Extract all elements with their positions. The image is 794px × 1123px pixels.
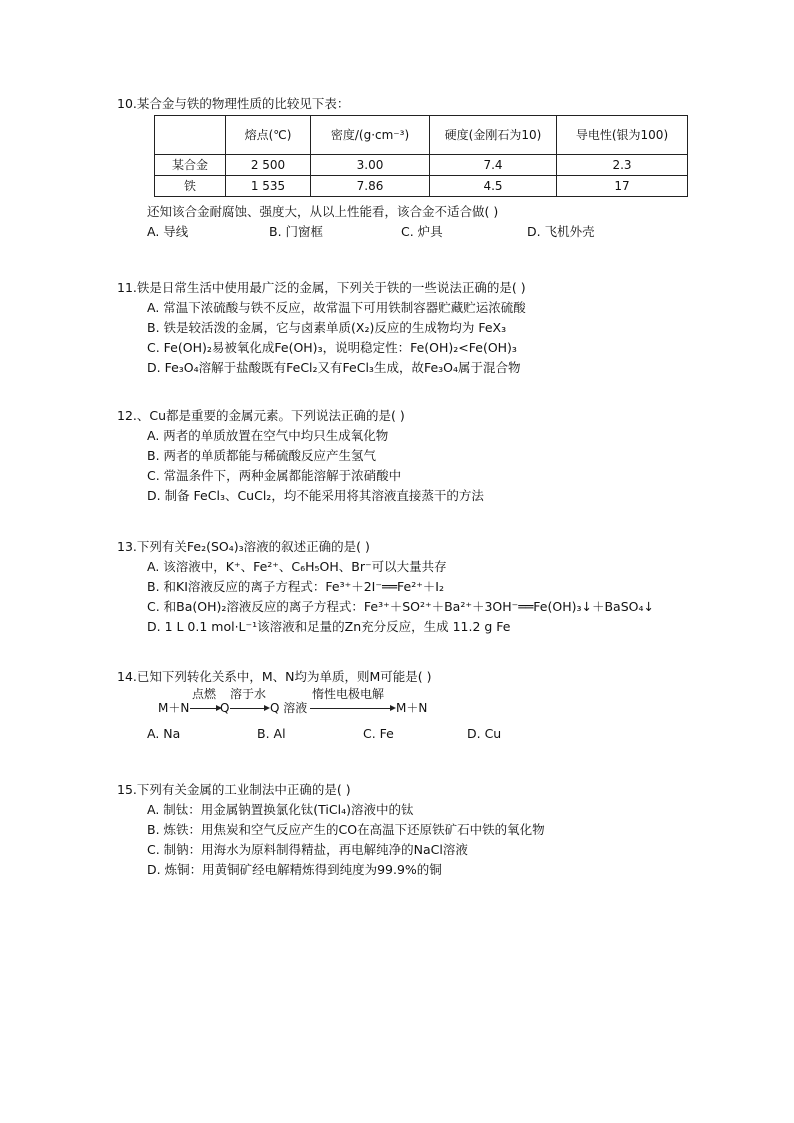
question-14-options-block [117,724,501,744]
table-header-cell [155,116,226,155]
table-cell: 7.4 [430,155,557,176]
arrow3-line [310,708,392,709]
properties-table [154,115,688,197]
option-d[interactable]: D. Fe₃O₄溶解于盐酸既有FeCl₂又有FeCl₃生成，故Fe₃O₄属于混合物 [147,360,521,375]
conversion-scheme [158,687,438,718]
table-header-row [155,116,688,155]
question-15 [117,780,545,880]
table-cell: 某合金 [155,155,226,176]
scheme-mid1: Q [220,701,230,715]
table-header-cell: 导电性(银为100) [557,116,688,155]
table-cell: 铁 [155,176,226,197]
scheme-mid2: Q 溶液 [270,701,308,715]
option-c[interactable]: C. 炉具 [401,224,443,239]
option-b[interactable]: B. 炼铁：用焦炭和空气反应产生的CO在高温下还原铁矿石中铁的氧化物 [147,822,545,837]
option-c[interactable]: C. Fe(OH)₂易被氧化成Fe(OH)₃，说明稳定性：Fe(OH)₂<Fe(OH)₃ [147,340,517,355]
table-header-cell: 硬度(金刚石为10) [430,116,557,155]
option-c[interactable]: C. 和Ba(OH)₂溶液反应的离子方程式：Fe³⁺＋SO²⁺＋Ba²⁺＋3OH⁻══Fe(OH)₃↓＋BaSO₄↓ [147,599,654,614]
question-11-stem: 11.铁是日常生活中使用最广泛的金属，下列关于铁的一些说法正确的是( ) [117,280,526,295]
table-cell: 2 500 [226,155,311,176]
question-10-options [117,222,595,242]
table-cell: 2.3 [557,155,688,176]
option-b[interactable]: B. 两者的单质都能与稀硫酸反应产生氢气 [147,448,377,463]
question-10-followup-block [117,202,595,242]
arrow2-line [230,708,266,709]
option-d[interactable]: D. 飞机外壳 [527,224,595,239]
question-15-stem: 15.下列有关金属的工业制法中正确的是( ) [117,782,351,797]
option-a[interactable]: A. 制钛：用金属钠置换氯化钛(TiCl₄)溶液中的钛 [147,802,414,817]
option-a[interactable]: A. 该溶液中，K⁺、Fe²⁺、C₆H₅OH、Br⁻可以大量共存 [147,559,447,574]
option-d[interactable]: D. 1 L 0.1 mol·L⁻¹该溶液和足量的Zn充分反应，生成 11.2 g Fe [147,619,511,634]
option-a[interactable]: A. Na [147,726,181,741]
scheme-start: M＋N [158,701,190,715]
option-b[interactable]: B. Al [257,726,286,741]
question-14-stem: 14.已知下列转化关系中，M、N均为单质，则M可能是( ) [117,669,432,684]
table-cell: 4.5 [430,176,557,197]
table-row [155,176,688,197]
question-12-stem: 12.、Cu都是重要的金属元素。下列说法正确的是( ) [117,408,405,423]
table-cell: 1 535 [226,176,311,197]
option-d[interactable]: D. Cu [467,726,502,741]
scheme-arrow1-label: 点燃 [192,687,217,701]
arrow1-line [190,708,218,709]
option-b[interactable]: B. 门窗框 [269,224,324,239]
question-13 [117,537,654,637]
question-13-stem: 13.下列有关Fe₂(SO₄)₃溶液的叙述正确的是( ) [117,539,370,554]
question-12 [117,406,484,506]
question-14 [117,667,432,687]
table-header-cell: 熔点(℃) [226,116,311,155]
scheme-arrow2-label: 溶于水 [230,687,267,701]
option-c[interactable]: C. Fe [363,726,394,741]
table-cell: 7.86 [311,176,430,197]
option-d[interactable]: D. 炼铜：用黄铜矿经电解精炼得到纯度为99.9%的铜 [147,862,442,877]
option-b[interactable]: B. 和KI溶液反应的离子方程式：Fe³⁺＋2I⁻══Fe²⁺＋I₂ [147,579,445,594]
table-row [155,155,688,176]
option-c[interactable]: C. 制钠：用海水为原料制得精盐，再电解纯净的NaCl溶液 [147,842,468,857]
option-b[interactable]: B. 铁是较活泼的金属，它与卤素单质(X₂)反应的生成物均为 FeX₃ [147,320,507,335]
question-10-followup: 还知该合金耐腐蚀、强度大，从以上性能看，该合金不适合做( ) [147,204,499,219]
question-14-options [117,724,501,744]
option-c[interactable]: C. 常温条件下，两种金属都能溶解于浓硝酸中 [147,468,402,483]
table-header-cell: 密度/(g·cm⁻³) [311,116,430,155]
scheme-end: M＋N [396,701,428,715]
option-a[interactable]: A. 常温下浓硫酸与铁不反应，故常温下可用铁制容器贮藏贮运浓硫酸 [147,300,526,315]
scheme-arrow3-label: 惰性电极电解 [312,687,385,701]
option-a[interactable]: A. 导线 [147,224,189,239]
question-11 [117,278,526,378]
table-cell: 3.00 [311,155,430,176]
option-d[interactable]: D. 制备 FeCl₃、CuCl₂，均不能采用将其溶液直接蒸干的方法 [147,488,484,503]
table-cell: 17 [557,176,688,197]
question-10 [117,94,349,114]
option-a[interactable]: A. 两者的单质放置在空气中均只生成氧化物 [147,428,389,443]
question-10-stem: 10.某合金与铁的物理性质的比较见下表： [117,96,350,111]
